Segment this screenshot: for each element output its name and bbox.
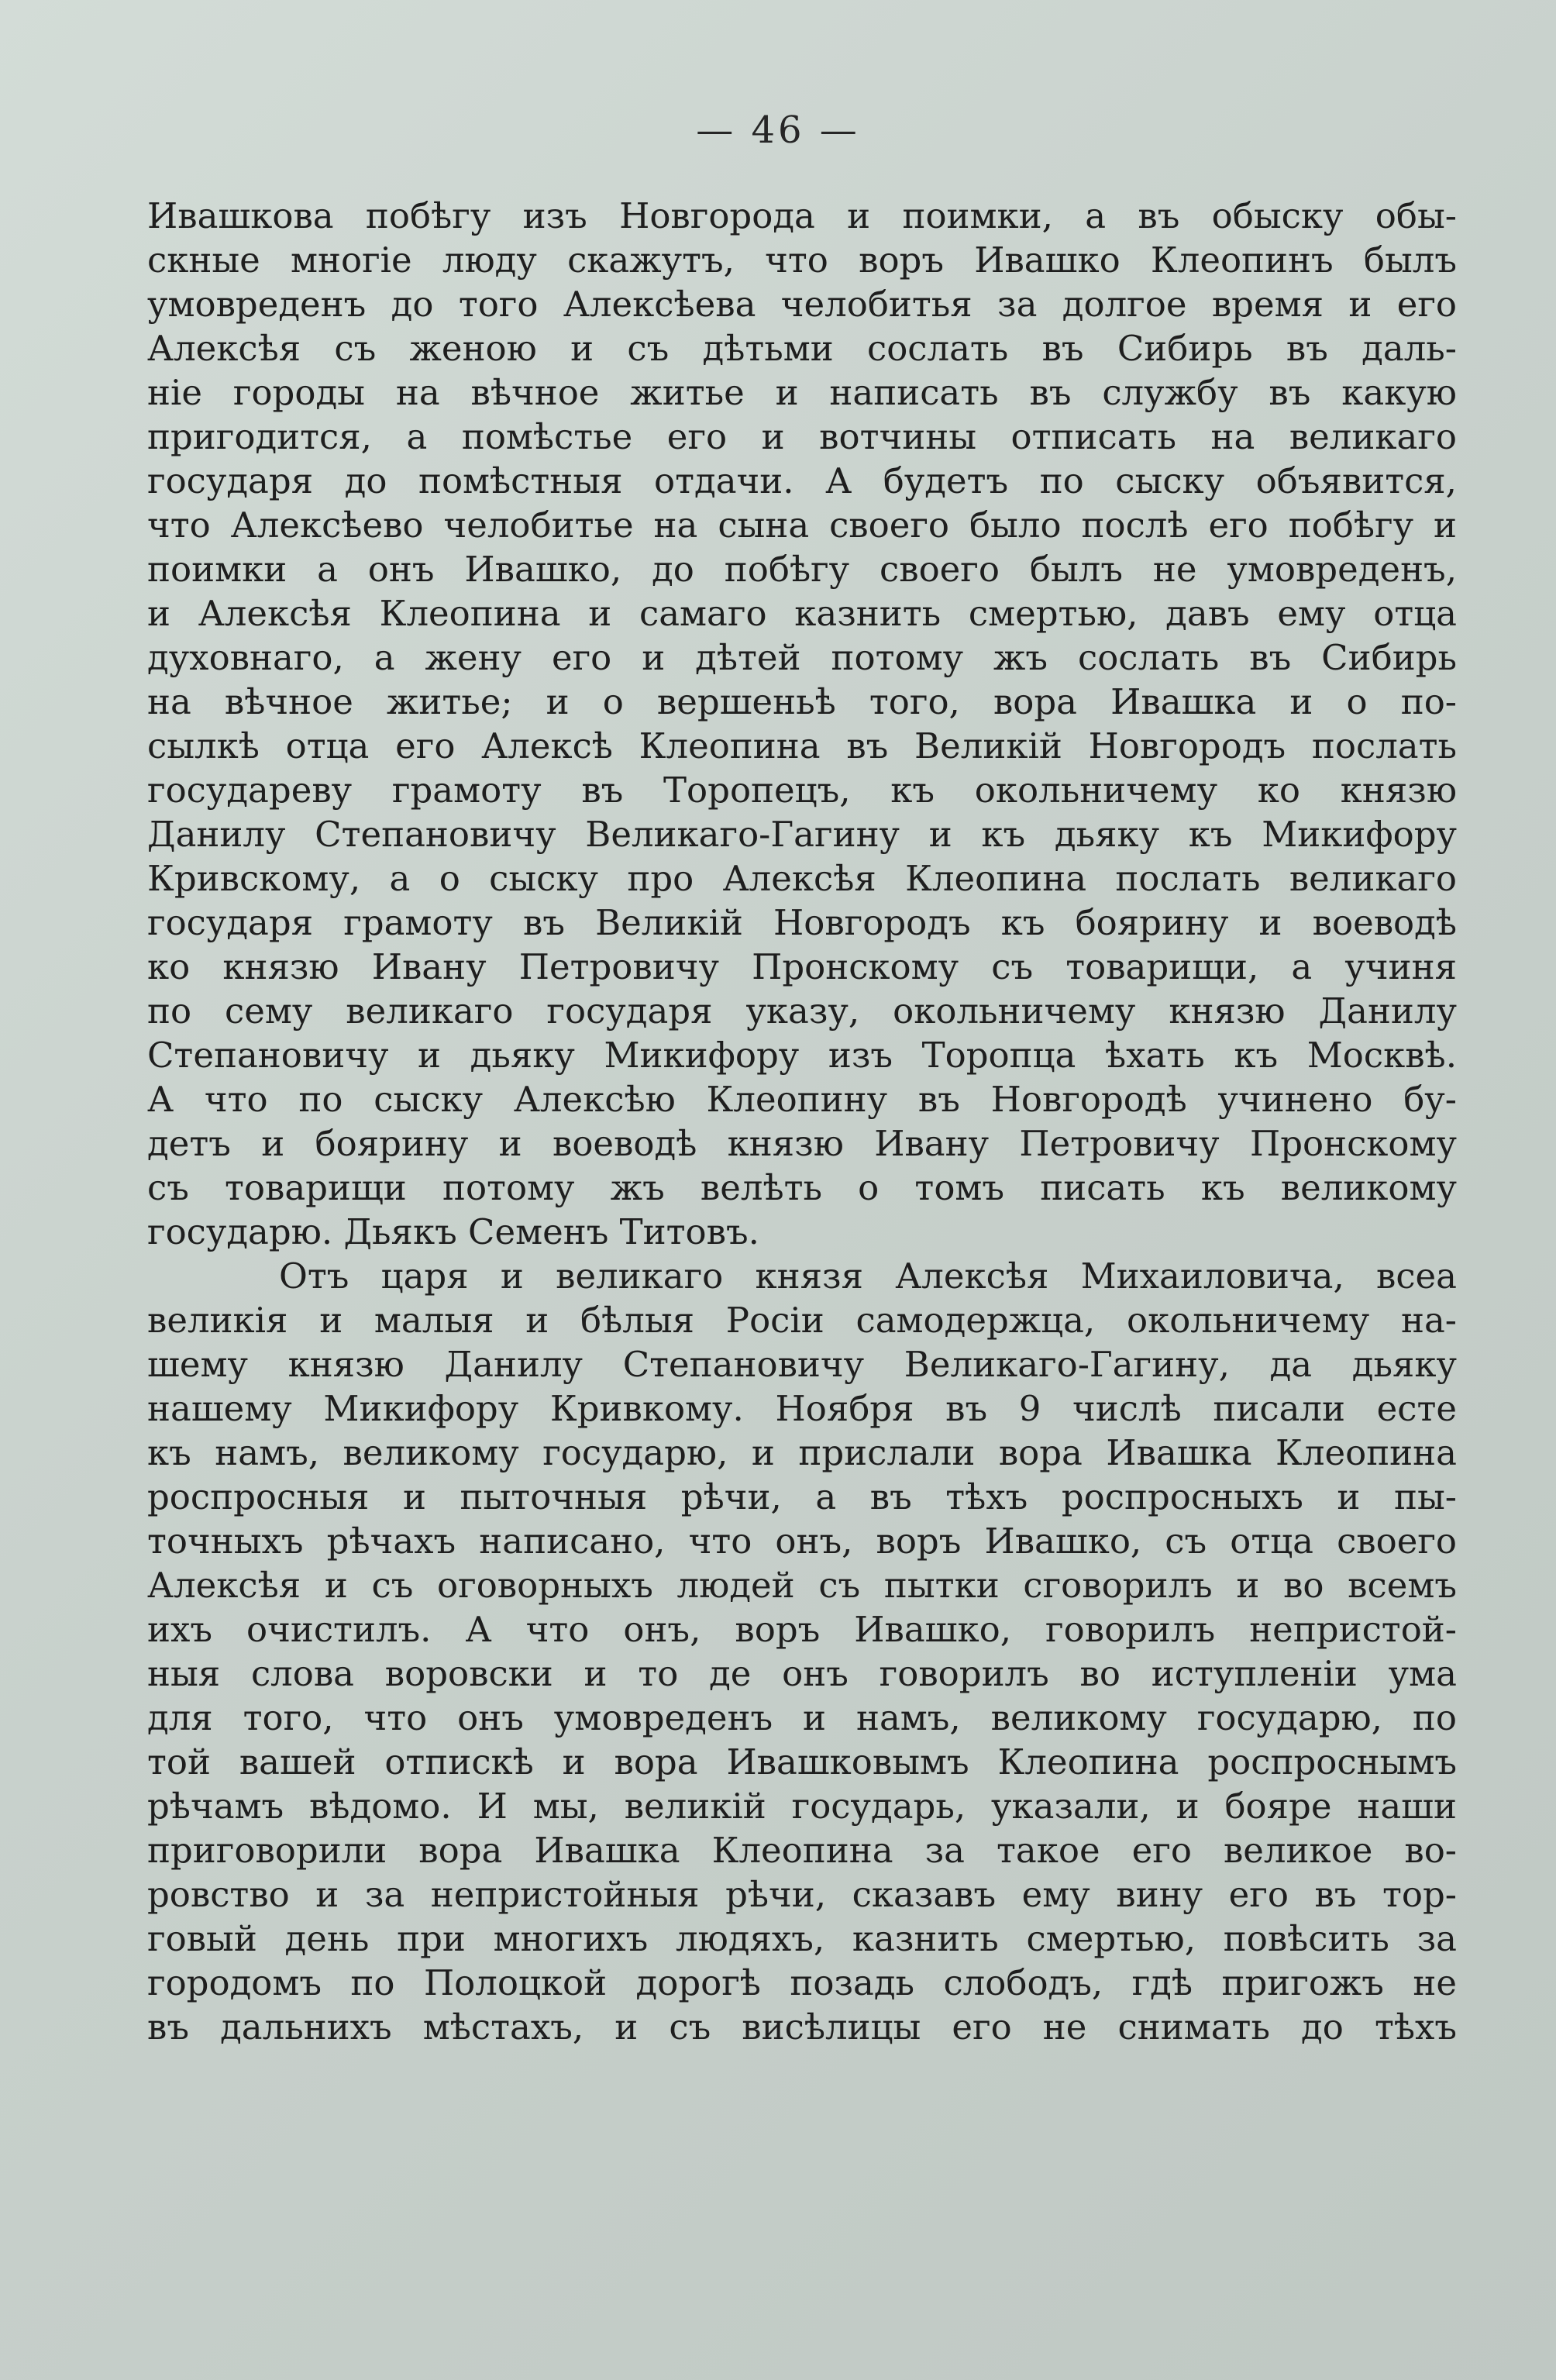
text-line: рѣчамъ вѣдомо. И мы, великій государь, указали, и бояре наши xyxy=(147,1786,1457,1827)
text-line: скные многіе люду скажутъ, что воръ Ивашко Клеопинъ былъ xyxy=(147,239,1457,281)
text-line: нашему Микифору Кривкому. Ноября въ 9 числѣ писали есте xyxy=(147,1388,1457,1429)
text-line: сылкѣ отца его Алексѣ Клеопина въ Великій Новгородъ послать xyxy=(147,725,1457,766)
text-line: государеву грамоту въ Торопецъ, къ окольничему ко князю xyxy=(147,770,1457,811)
text-line: Степановичу и дьяку Микифору изъ Торопца ѣхать къ Москвѣ. xyxy=(147,1035,1457,1076)
page-number: — 46 — xyxy=(696,108,860,152)
text-line: поимки а онъ Ивашко, до побѣгу своего былъ не умовреденъ, xyxy=(147,549,1457,590)
text-line: умовреденъ до того Алексѣева челобитья за долгое время и его xyxy=(147,284,1457,325)
text-line: точныхъ рѣчахъ написано, что онъ, воръ Ивашко, съ отца своего xyxy=(147,1521,1457,1562)
text-line: государя грамоту въ Великій Новгородъ къ боярину и воеводѣ xyxy=(147,902,1457,943)
text-line: роспросныя и пыточныя рѣчи, а въ тѣхъ роспросныхъ и пы- xyxy=(147,1476,1457,1517)
text-line: ровство и за непристойныя рѣчи, сказавъ ему вину его въ тор- xyxy=(147,1874,1457,1915)
text-line: пригодится, а помѣстье его и вотчины отписать на великаго xyxy=(147,416,1457,457)
text-line: Данилу Степановичу Великаго-Гагину и къ дьяку къ Микифору xyxy=(147,814,1457,855)
body-text xyxy=(147,194,1457,2049)
text-line: духовнаго, а жену его и дѣтей потому жъ сослать въ Сибирь xyxy=(147,637,1457,678)
text-line: на вѣчное житье; и о вершеньѣ того, вора Ивашка и о по- xyxy=(147,681,1457,722)
text-line: Ивашкова побѣгу изъ Новгорода и поимки, а въ обыску обы- xyxy=(147,195,1457,236)
text-line: и Алексѣя Клеопина и самаго казнить смертью, давъ ему отца xyxy=(147,593,1457,634)
text-line: къ намъ, великому государю, и прислали вора Ивашка Клеопина xyxy=(147,1432,1457,1473)
text-line: Отъ царя и великаго князя Алексѣя Михаиловича, всеа xyxy=(279,1255,1457,1297)
paragraph-2 xyxy=(147,1254,1457,2049)
text-line: что Алексѣево челобитье на сына своего было послѣ его побѣгу и xyxy=(147,505,1457,546)
text-line: государя до помѣстныя отдачи. А будетъ по сыску объявится, xyxy=(147,460,1457,501)
text-line: Алексѣя съ женою и съ дѣтьми сослать въ Сибирь въ даль- xyxy=(147,328,1457,369)
text-line: ныя слова воровски и то де онъ говорилъ во иступленіи ума xyxy=(147,1653,1457,1694)
text-line: по сему великаго государя указу, окольничему князю Данилу xyxy=(147,990,1457,1032)
paragraph-1 xyxy=(147,194,1457,1254)
text-line: Алексѣя и съ оговорныхъ людей съ пытки сговорилъ и во всемъ xyxy=(147,1565,1457,1606)
text-line: великія и малыя и бѣлыя Росіи самодержца, окольничему на- xyxy=(147,1300,1457,1341)
text-line: государю. Дьякъ Семенъ Титовъ. xyxy=(147,1211,759,1252)
text-line: съ товарищи потому жъ велѣть о томъ писать къ великому xyxy=(147,1167,1457,1208)
text-line: А что по сыску Алексѣю Клеопину въ Новгородѣ учинено бу- xyxy=(147,1079,1457,1120)
text-line: той вашей отпискѣ и вора Ивашковымъ Клеопина роспроснымъ xyxy=(147,1741,1457,1782)
text-line: Кривскому, а о сыску про Алексѣя Клеопина послать великаго xyxy=(147,858,1457,899)
text-line: детъ и боярину и воеводѣ князю Ивану Петровичу Пронскому xyxy=(147,1123,1457,1164)
text-line: городомъ по Полоцкой дорогѣ позадь слободъ, гдѣ пригожъ не xyxy=(147,1962,1457,2003)
text-line: въ дальнихъ мѣстахъ, и съ висѣлицы его не снимать до тѣхъ xyxy=(147,2006,1457,2048)
text-line: ихъ очистилъ. А что онъ, воръ Ивашко, говорилъ непристой- xyxy=(147,1609,1457,1650)
text-line: шему князю Данилу Степановичу Великаго-Гагину, да дьяку xyxy=(147,1344,1457,1385)
text-line: ко князю Ивану Петровичу Пронскому съ товарищи, а учиня xyxy=(147,946,1457,987)
text-line: для того, что онъ умовреденъ и намъ, великому государю, по xyxy=(147,1697,1457,1738)
text-line: приговорили вора Ивашка Клеопина за такое его великое во- xyxy=(147,1830,1457,1871)
text-line: говый день при многихъ людяхъ, казнить смертью, повѣсить за xyxy=(147,1918,1457,1959)
text-line: ніе городы на вѣчное житье и написать въ службу въ какую xyxy=(147,372,1457,413)
